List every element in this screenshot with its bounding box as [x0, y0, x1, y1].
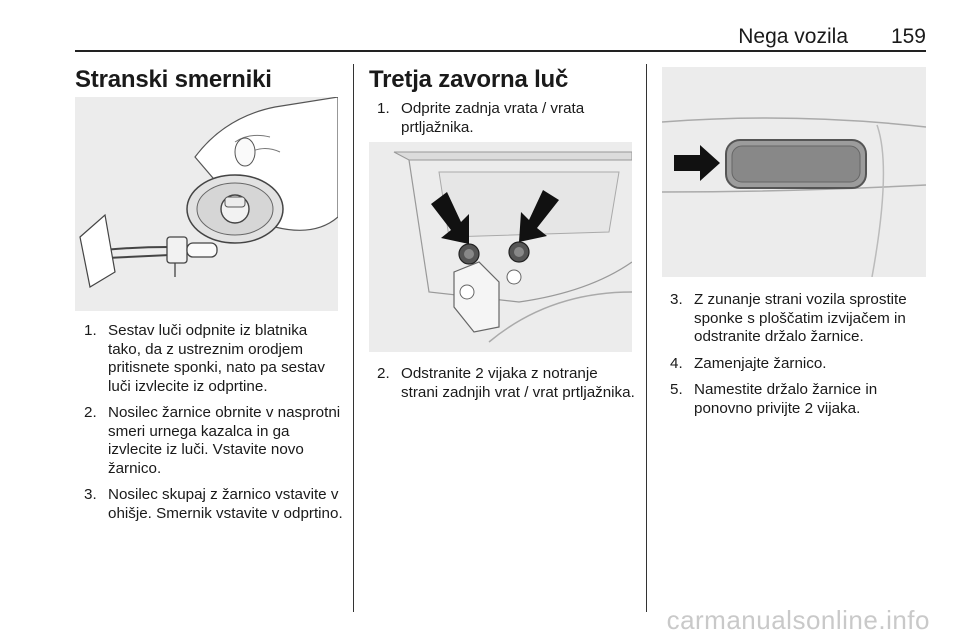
step-number: 3. — [670, 291, 683, 308]
watermark: carmanualsonline.info — [666, 605, 930, 635]
page-header — [75, 22, 926, 52]
list-item — [670, 355, 926, 374]
step-number: 3. — [84, 486, 97, 503]
step-text: Odstranite 2 vijaka z notranje strani zadnjih vrat / vrat prtljažnika. — [401, 365, 635, 401]
list-item — [670, 291, 926, 347]
chapter-title: Nega vozila — [738, 25, 848, 48]
step-number: 1. — [377, 100, 390, 117]
brake-light-screws-illustration — [369, 142, 632, 352]
step-number: 1. — [84, 322, 97, 339]
list-item — [377, 365, 637, 402]
column-divider-left — [353, 64, 354, 612]
page-number: 159 — [890, 25, 926, 48]
step-text: Namestite držalo žarnice in ponovno privijte 2 vijaka. — [694, 381, 878, 417]
section-title-third-brake-light: Tretja zavorna luč — [369, 66, 569, 93]
step-number: 2. — [84, 404, 97, 421]
step-text: Sestav luči odpnite iz blatnika tako, da z ustreznim orodjem pritisnete sponki, nato pa sestav luči izvlecite iz odprtine. — [108, 322, 325, 395]
list-item — [84, 322, 344, 396]
list-item — [84, 486, 344, 523]
brake-light-exterior-illustration — [662, 67, 926, 277]
left-steps-list — [84, 322, 344, 531]
step-text: Nosilec skupaj z žarnico vstavite v ohišje. Smernik vstavite v odprtino. — [108, 486, 343, 522]
step-number: 4. — [670, 354, 683, 372]
middle-steps-list-top — [377, 100, 637, 145]
list-item — [84, 404, 344, 478]
step-number: 2. — [377, 365, 390, 382]
middle-steps-list-bottom — [377, 365, 637, 410]
step-number: 5. — [670, 381, 683, 398]
step-text: Odprite zadnja vrata / vrata prtljažnika. — [401, 100, 585, 136]
step-text: Nosilec žarnice obrnite v nasprotni smeri urnega kazalca in ga izvlecite iz luči. Vstavite novo žarnico. — [108, 404, 341, 477]
list-item — [377, 100, 637, 137]
column-divider-right — [646, 64, 647, 612]
side-indicator-illustration — [75, 97, 338, 311]
header-rule — [75, 50, 926, 52]
section-title-side-indicators: Stranski smerniki — [75, 66, 272, 93]
right-steps-list — [670, 291, 926, 426]
list-item — [670, 381, 926, 418]
step-text: Z zunanje strani vozila sprostite sponke s ploščatim izvijačem in odstranite držalo žarnice. — [694, 291, 907, 345]
step-text: Zamenjajte žarnico. — [694, 354, 827, 372]
